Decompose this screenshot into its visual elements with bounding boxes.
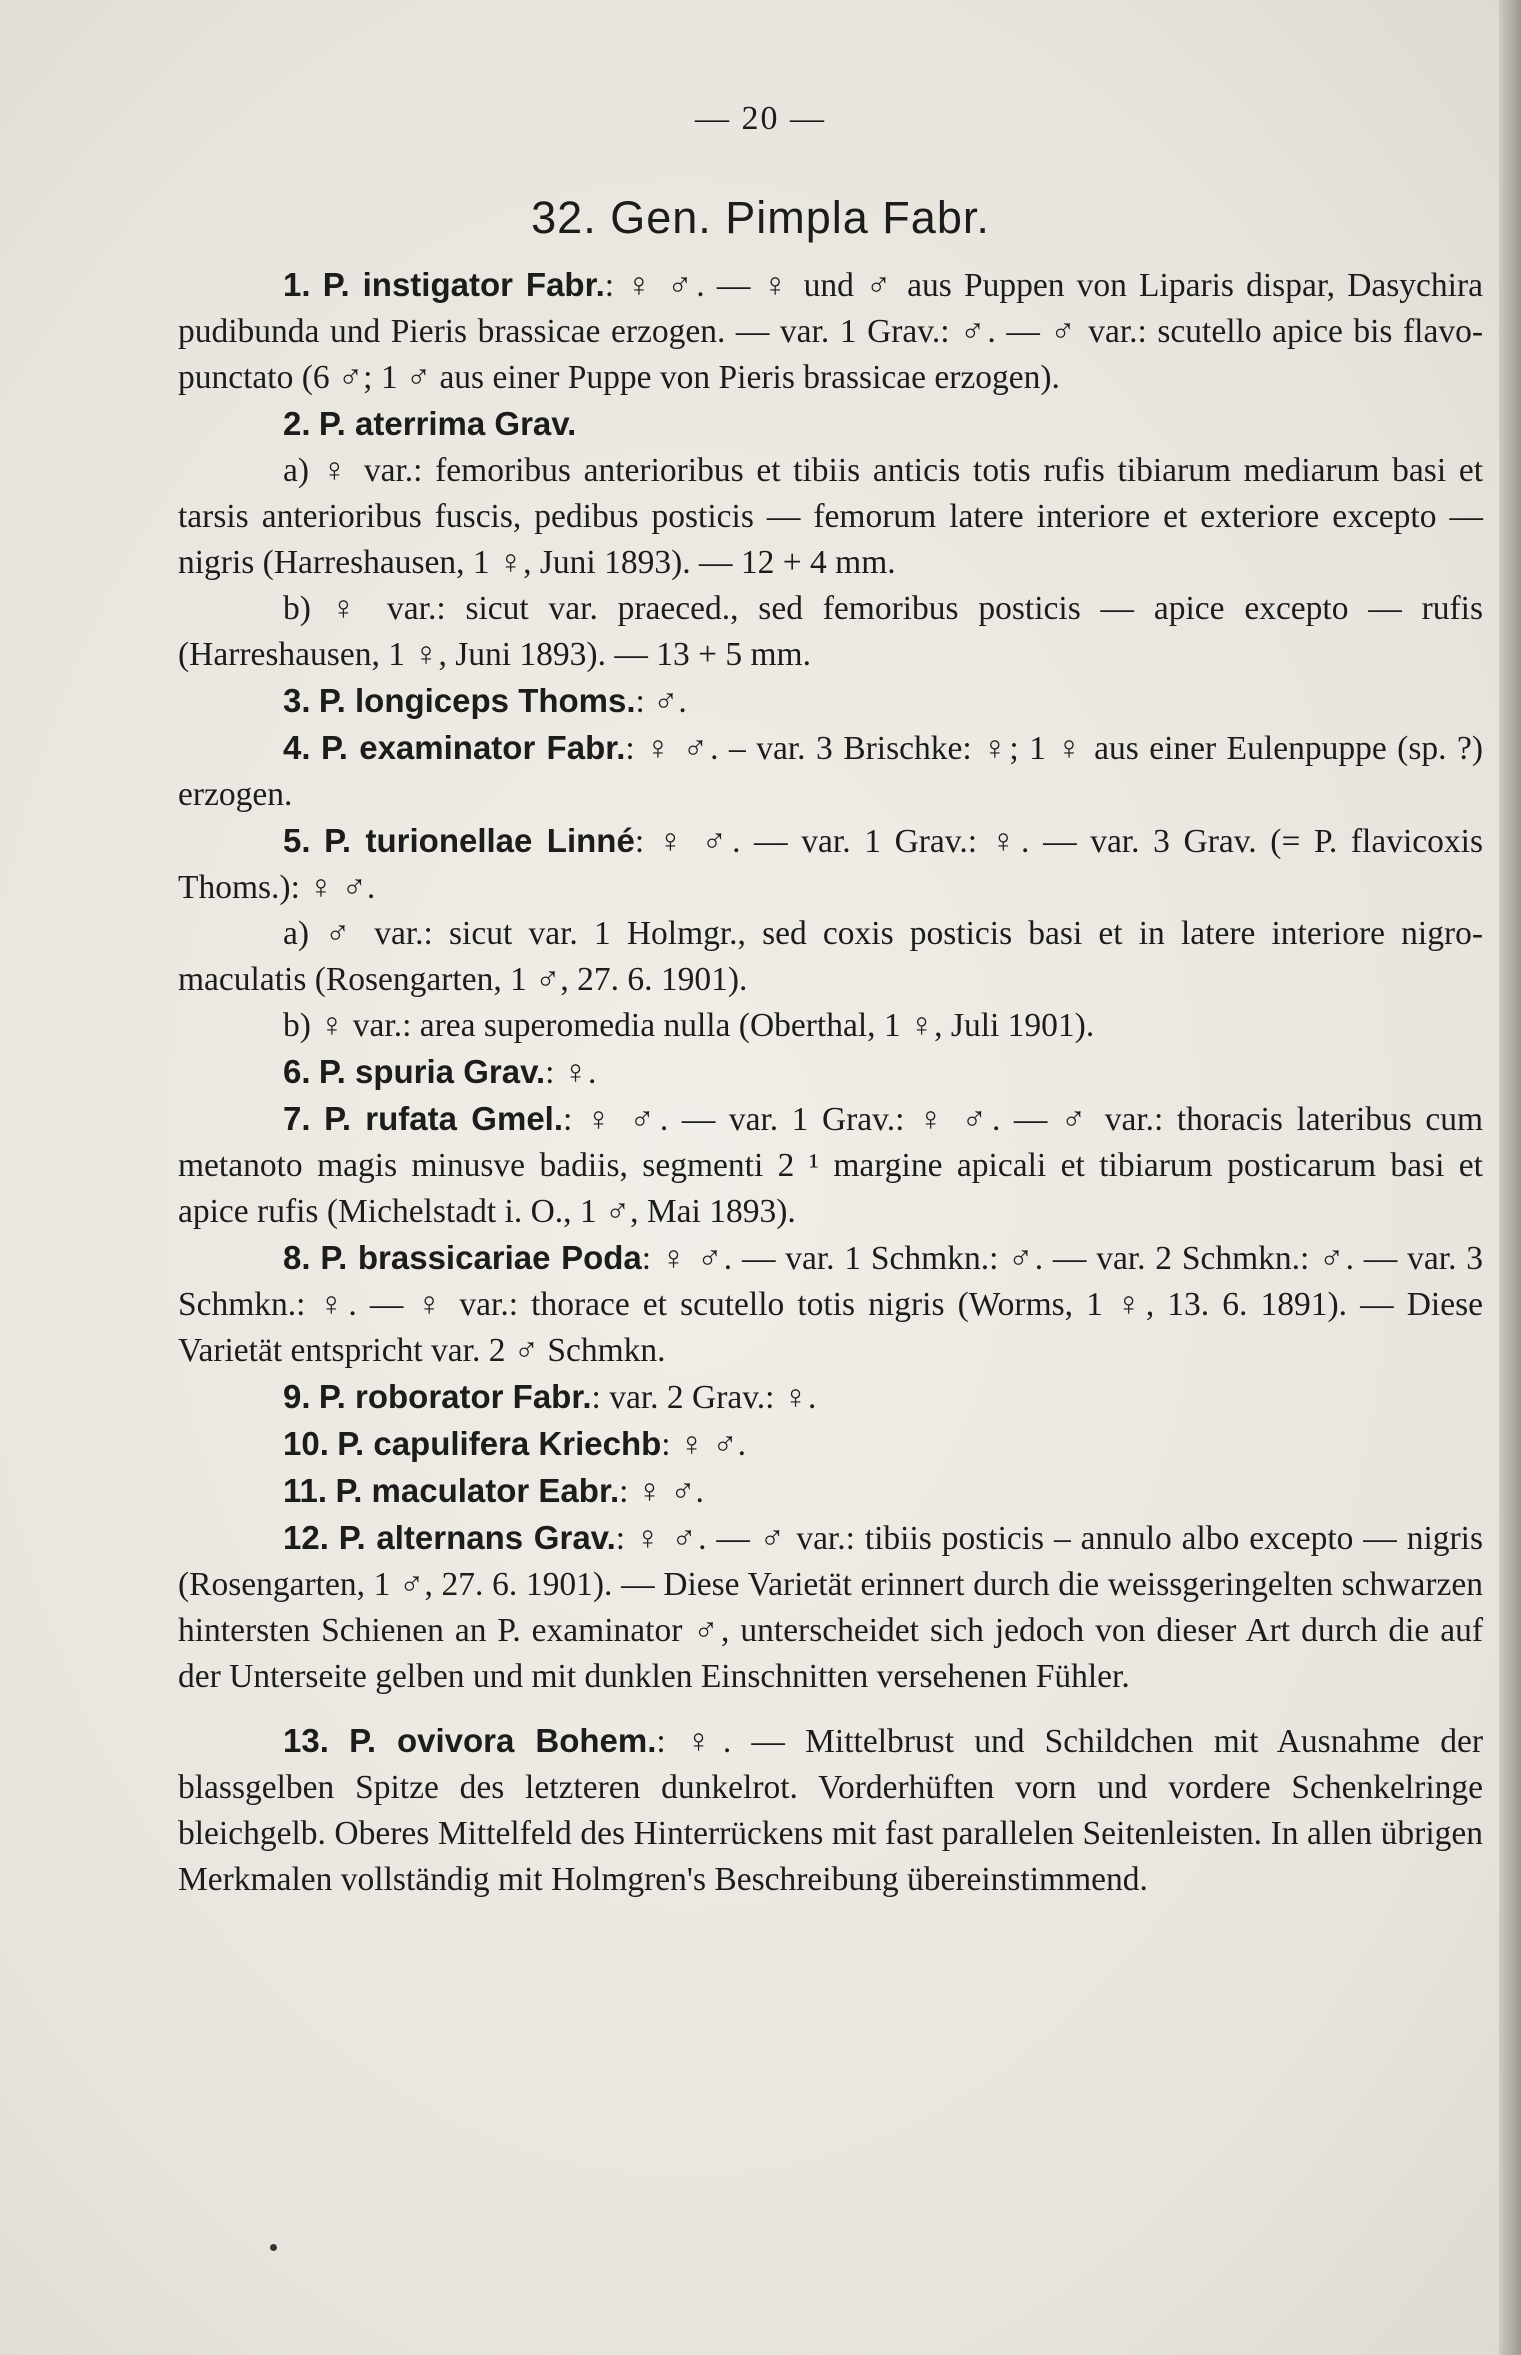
- variety-b: [178, 1003, 1483, 1049]
- species-entry-5: [178, 818, 1483, 911]
- species-name: P. maculator Eabr.: [335, 1472, 620, 1509]
- entry-text: : ♀. — Mittelbrust und Schildchen mit Ausnahme der blassgelben Spitze des letzteren dunkelrot. Vorderhüften vorn und vordere Schenkelringe bleichgelb. Oberes Mittelfeld des Hinterrückens mit fast parallelen Seitenleisten. In allen übrigen Merkmalen vollständig mit Holmgren's Beschreibung übereinstimmend.: [178, 1723, 1483, 1898]
- entry-number: 6.: [283, 1053, 311, 1090]
- entry-number: 3.: [283, 682, 311, 719]
- entry-text: : ♀ ♂. — var. 1 Grav.: ♀ ♂. — ♂ var.: thoracis lateribus cum metanoto magis minusve badiis, segmenti 2 ¹ margine apicali et tibiarum posticarum basi et apice rufis (Michelstadt i. O., 1 ♂, Mai 1893).: [178, 1101, 1484, 1230]
- species-entry-10: [178, 1421, 1483, 1468]
- species-name: P. alternans Grav.: [338, 1519, 616, 1556]
- species-list: [178, 262, 1483, 1903]
- entry-text: : ♀.: [545, 1054, 597, 1091]
- species-name: P. aterrima Grav.: [318, 405, 577, 442]
- species-entry-11: [178, 1468, 1483, 1515]
- species-name: P. roborator Fabr.: [318, 1378, 592, 1415]
- entry-text: a) ♂ var.: sicut var. 1 Holmgr., sed coxis posticis basi et in latere interiore nigro-maculatis (Rosengarten, 1 ♂, 27. 6. 1901).: [178, 915, 1483, 998]
- species-entry-13: [178, 1718, 1483, 1903]
- species-name: P. capulifera Kriechb: [337, 1425, 662, 1462]
- species-name: P. rufata Gmel.: [324, 1100, 564, 1137]
- species-entry-2: [178, 401, 1483, 448]
- species-entry-9: [178, 1374, 1483, 1421]
- entry-number: 12.: [283, 1519, 329, 1556]
- entry-number: 7.: [283, 1100, 311, 1137]
- entry-number: 8.: [283, 1239, 311, 1276]
- species-entry-6: [178, 1049, 1483, 1096]
- entry-text: : ♀ ♂. — ♀ und ♂ aus Puppen von Liparis dispar, Dasychira pudibunda und Pieris brassicae erzogen. — var. 1 Grav.: ♂. — ♂ var.: scutello apice bis flavo-punctato (6 ♂; 1 ♂ aus einer Puppe von Pieris brassicae erzogen).: [178, 267, 1484, 396]
- species-name: P. spuria Grav.: [318, 1053, 546, 1090]
- species-entry-3: [178, 678, 1483, 725]
- entry-number: 5.: [283, 822, 311, 859]
- variety-b: [178, 586, 1483, 678]
- variety-a: [178, 911, 1483, 1003]
- species-name: P. ovivora Bohem.: [349, 1722, 657, 1759]
- species-entry-7: [178, 1096, 1483, 1235]
- entry-number: 10.: [283, 1425, 329, 1462]
- entry-number: 9.: [283, 1378, 311, 1415]
- entry-number: 11.: [283, 1472, 328, 1509]
- entry-text: : ♀ ♂. – var. 3 Brischke: ♀; 1 ♀ aus einer Eulenpuppe (sp. ?) erzogen.: [178, 730, 1483, 813]
- entry-text: b) ♀ var.: area superomedia nulla (Oberthal, 1 ♀, Juli 1901).: [283, 1007, 1095, 1044]
- entry-text: : ♂.: [635, 683, 687, 720]
- entry-text: : var. 2 Grav.: ♀.: [591, 1379, 817, 1416]
- entry-text: : ♀ ♂. — var. 1 Schmkn.: ♂. — var. 2 Schmkn.: ♂. — var. 3 Schmkn.: ♀. — ♀ var.: thorace et scutello totis nigris (Worms, 1 ♀, 13. 6. 1891). — Diese Varietät entspricht var. 2 ♂ Schmkn.: [178, 1240, 1484, 1369]
- page-gutter-shadow: [1499, 0, 1521, 2355]
- species-entry-12: [178, 1515, 1483, 1700]
- entry-text: b) ♀ var.: sicut var. praeced., sed femoribus posticis — apice excepto — rufis (Harreshausen, 1 ♀, Juni 1893). — 13 + 5 mm.: [178, 590, 1483, 673]
- entry-number: 13.: [283, 1722, 329, 1759]
- species-entry-8: [178, 1235, 1483, 1374]
- ink-speck: [270, 2244, 277, 2251]
- entry-number: 4.: [283, 729, 311, 766]
- entry-text: : ♀ ♂.: [619, 1473, 704, 1510]
- species-name: P. turionellae Linné: [324, 822, 635, 859]
- species-entry-1: [178, 262, 1483, 401]
- entry-text: : ♀ ♂.: [661, 1426, 746, 1463]
- page-number: — 20 —: [695, 100, 826, 137]
- variety-a: [178, 448, 1483, 586]
- entry-text: : ♀ ♂. — var. 1 Grav.: ♀. — var. 3 Grav. (= P. flavicoxis Thoms.): ♀ ♂.: [178, 823, 1483, 906]
- species-name: P. instigator Fabr.: [322, 266, 605, 303]
- species-entry-4: [178, 725, 1483, 818]
- species-name: P. examinator Fabr.: [321, 729, 626, 766]
- entry-number: 2.: [283, 405, 311, 442]
- genus-heading: 32. Gen. Pimpla Fabr.: [531, 192, 990, 243]
- species-name: P. longiceps Thoms.: [318, 682, 636, 719]
- entry-text: : ♀ ♂. — ♂ var.: tibiis posticis – annulo albo excepto — nigris (Rosengarten, 1 ♂, 27. 6. 1901). — Diese Varietät erinnert durch die weissgeringelten schwarzen hintersten Schienen an P. examinator ♂, unterscheidet sich jedoch von dieser Art durch die auf der Unterseite gelben und mit dunklen Einschnitten versehenen Fühler.: [178, 1520, 1484, 1695]
- entry-number: 1.: [283, 266, 311, 303]
- entry-text: a) ♀ var.: femoribus anterioribus et tibiis anticis totis rufis tibiarum mediarum basi et tarsis anterioribus fuscis, pedibus posticis — femorum latere interiore et exteriore excepto — nigris (Harreshausen, 1 ♀, Juni 1893). — 12 + 4 mm.: [178, 452, 1483, 581]
- species-name: P. brassicariae Poda: [320, 1239, 642, 1276]
